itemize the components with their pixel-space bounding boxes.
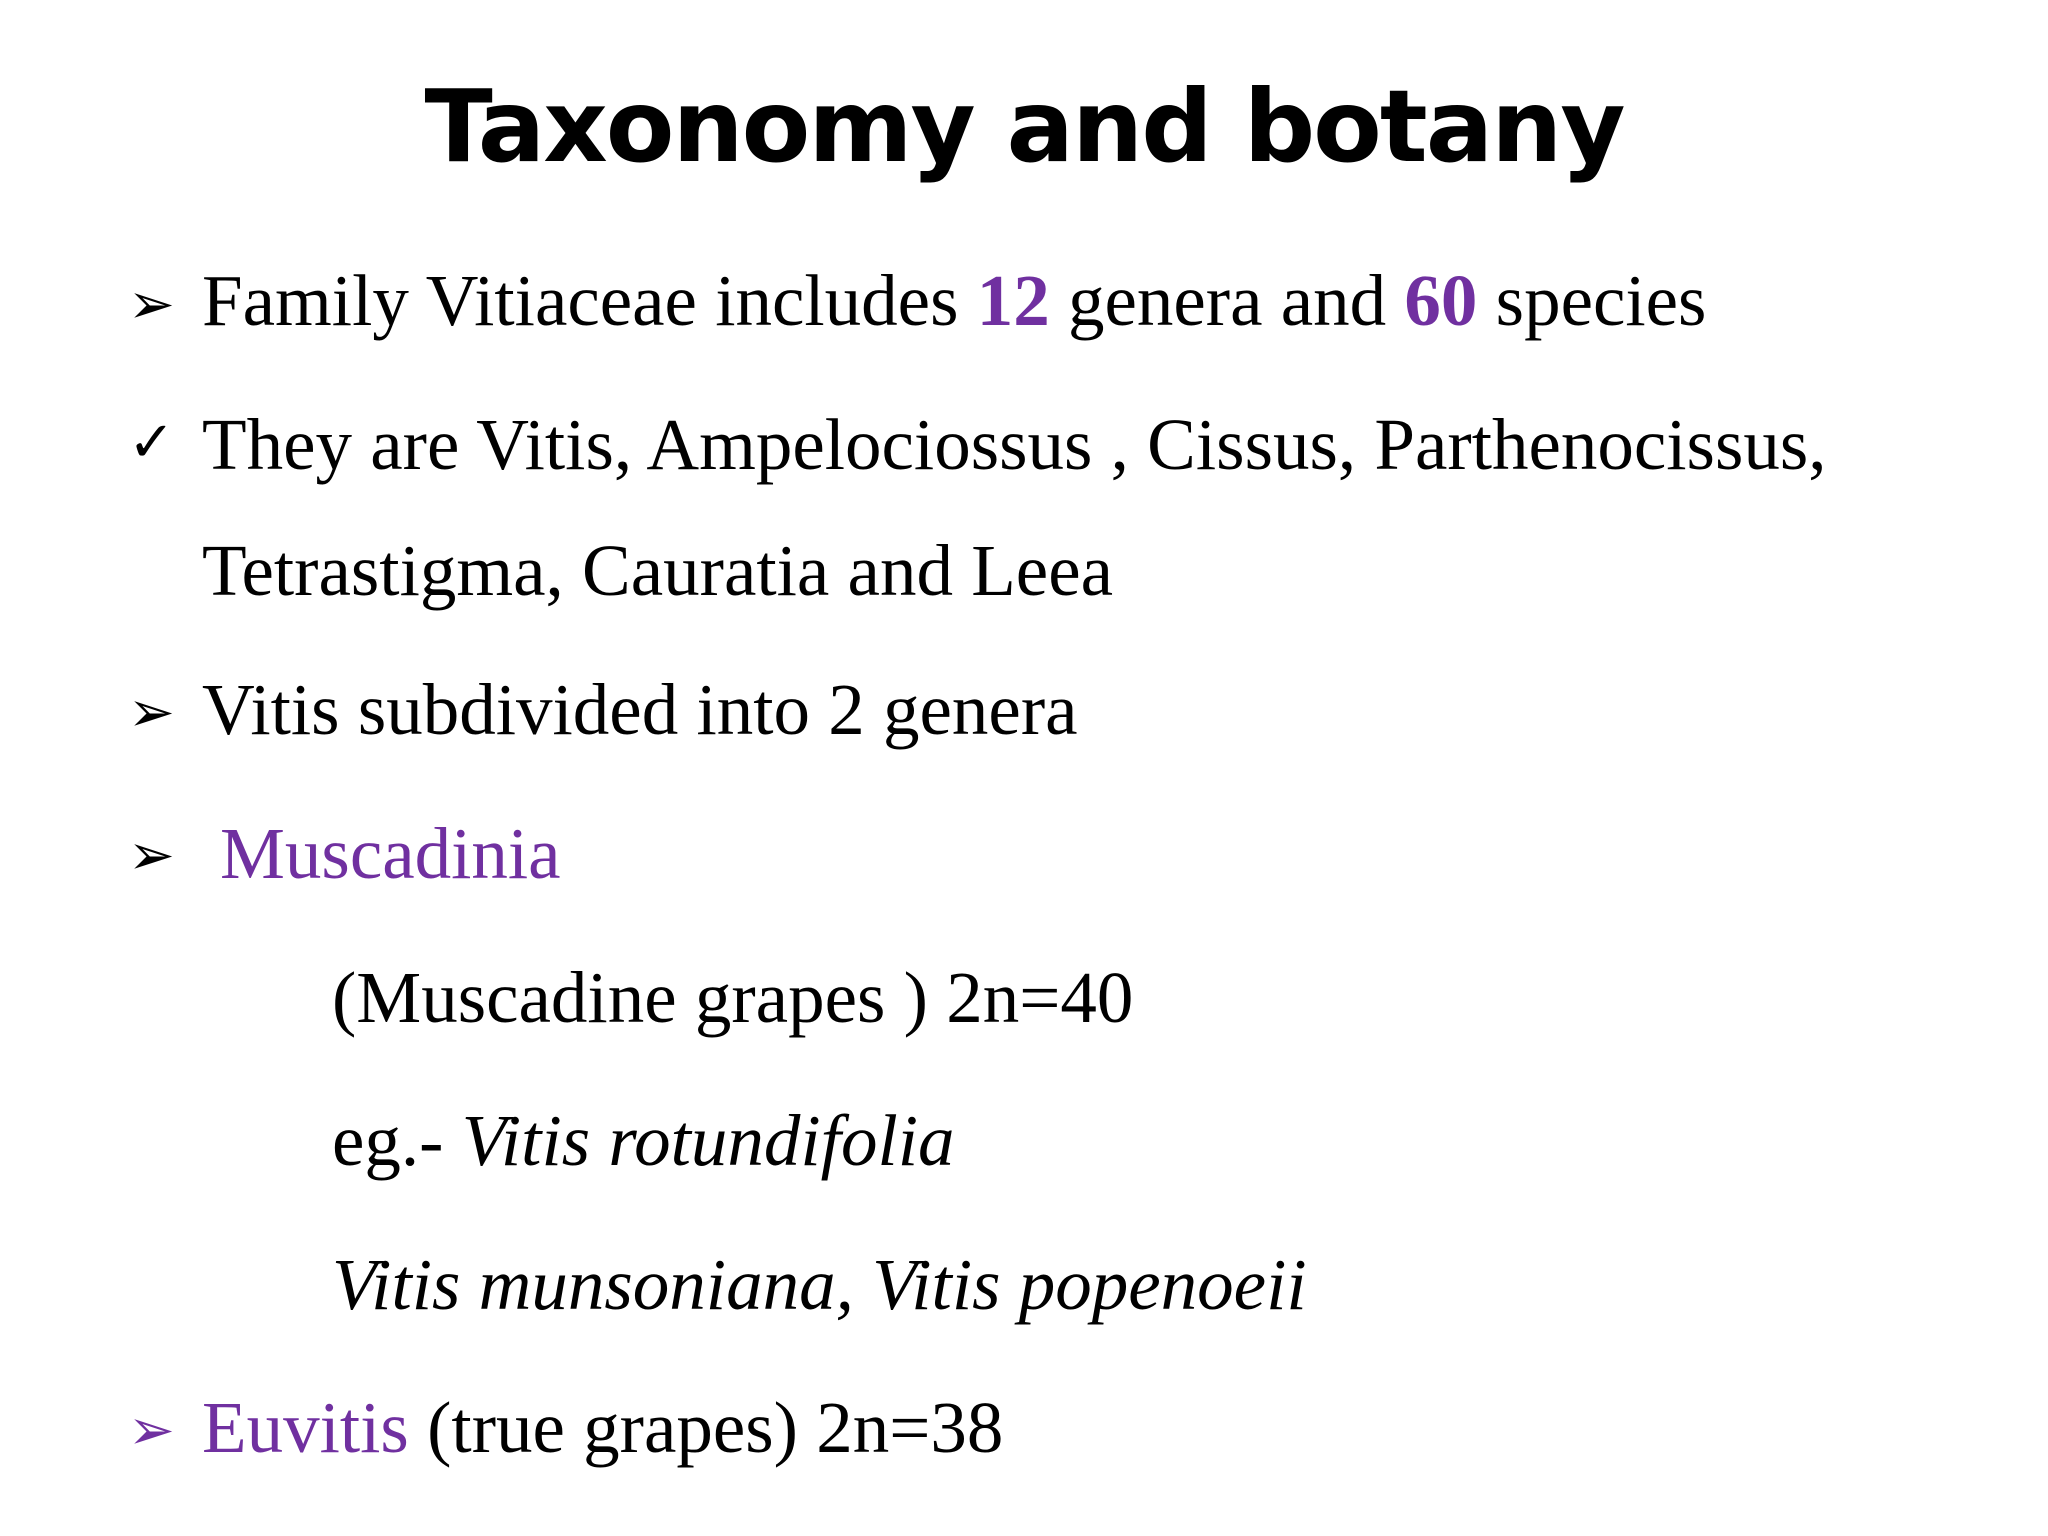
- genera-list-line-2: Tetrastigma, Cauratia and Leea: [202, 530, 1114, 611]
- euvitis-line: [202, 1383, 1003, 1473]
- family-text-a: Family Vitiaceae includes: [202, 260, 977, 341]
- genera-count: 12: [976, 260, 1050, 341]
- euvitis-label: Euvitis: [202, 1387, 409, 1468]
- muscadine-grapes-text: (Muscadine grapes ) 2n=40: [332, 957, 1134, 1038]
- family-text-c: species: [1477, 260, 1707, 341]
- example-species-line: [332, 1096, 955, 1186]
- muscadinia-heading: Muscadinia: [220, 813, 561, 894]
- arrow-bullet-icon: ➢: [128, 823, 175, 888]
- arrow-bullet-icon: ➢: [128, 272, 175, 337]
- arrow-bullet-icon: ➢: [128, 1398, 175, 1463]
- genera-list-line-1: They are Vitis, Ampelociossus , Cissus, Parthenocissus,: [202, 404, 1827, 485]
- euvitis-rest: (true grapes) 2n=38: [408, 1387, 1004, 1468]
- bullet-family-text: [202, 256, 1706, 346]
- slide-title: Taxonomy and botany: [424, 68, 1624, 185]
- species-munsoniana-popenoeii: Vitis munsoniana, Vitis popenoeii: [332, 1244, 1307, 1325]
- species-count: 60: [1404, 260, 1478, 341]
- check-bullet-icon: ✓: [128, 410, 175, 475]
- example-prefix: eg.-: [332, 1100, 462, 1181]
- vitis-subdivision-text: Vitis subdivided into 2 genera: [202, 669, 1078, 750]
- family-text-b: genera and: [1049, 260, 1405, 341]
- species-rotundifolia: Vitis rotundifolia: [461, 1100, 955, 1181]
- arrow-bullet-icon: ➢: [128, 680, 175, 745]
